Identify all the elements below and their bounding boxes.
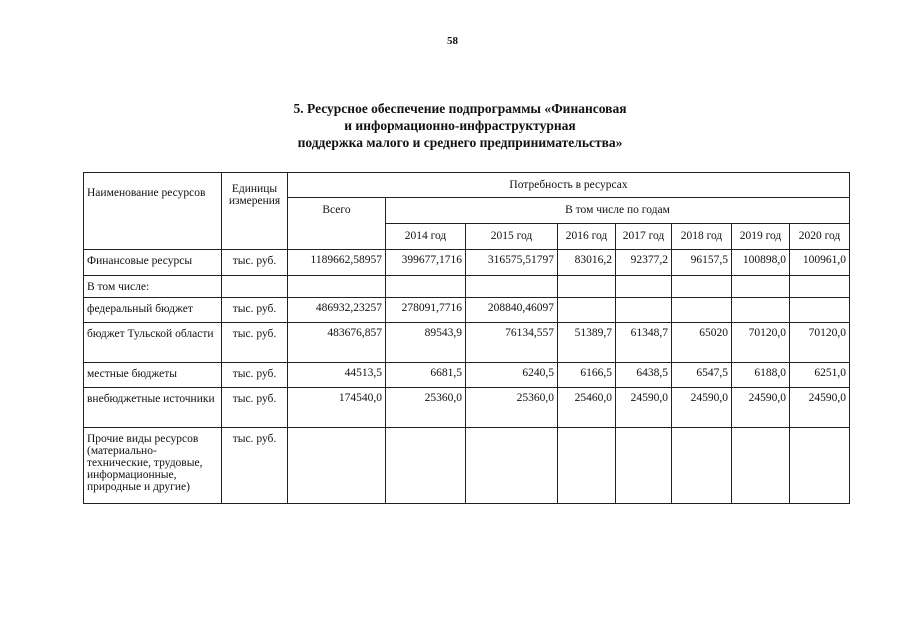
row-unit: тыс. руб. <box>222 388 288 428</box>
header-year: 2016 год <box>558 224 616 250</box>
row-name: федеральный бюджет <box>84 298 222 323</box>
row-name: внебюджетные источники <box>84 388 222 428</box>
cell-value: 24590,0 <box>672 388 732 428</box>
resource-table <box>83 172 850 504</box>
cell-value <box>790 298 850 323</box>
header-by-years: В том числе по годам <box>386 198 850 224</box>
cell-total: 174540,0 <box>288 388 386 428</box>
header-unit: Единицы измерения <box>222 173 288 250</box>
cell-value: 399677,1716 <box>386 250 466 276</box>
cell-value <box>386 276 466 298</box>
cell-value: 208840,46097 <box>466 298 558 323</box>
cell-value: 70120,0 <box>732 323 790 363</box>
cell-total: 486932,23257 <box>288 298 386 323</box>
cell-value: 6251,0 <box>790 363 850 388</box>
cell-total <box>288 428 386 504</box>
cell-value <box>672 276 732 298</box>
row-name: Финансовые ресурсы <box>84 250 222 276</box>
page-number: 58 <box>447 35 458 47</box>
table-row <box>84 428 850 504</box>
cell-total <box>288 276 386 298</box>
cell-total: 44513,5 <box>288 363 386 388</box>
cell-value <box>616 298 672 323</box>
cell-value <box>672 298 732 323</box>
cell-value: 6438,5 <box>616 363 672 388</box>
cell-value: 51389,7 <box>558 323 616 363</box>
cell-value: 6188,0 <box>732 363 790 388</box>
cell-value <box>672 428 732 504</box>
cell-value <box>466 428 558 504</box>
header-resource-name: Наименование ресурсов <box>84 173 222 250</box>
cell-value: 6166,5 <box>558 363 616 388</box>
cell-value <box>616 428 672 504</box>
cell-value: 100961,0 <box>790 250 850 276</box>
header-year: 2019 год <box>732 224 790 250</box>
cell-value: 25360,0 <box>466 388 558 428</box>
table-row <box>84 298 850 323</box>
cell-value <box>732 276 790 298</box>
row-name: В том числе: <box>84 276 222 298</box>
cell-value: 83016,2 <box>558 250 616 276</box>
header-row-1 <box>84 173 850 198</box>
cell-value: 25460,0 <box>558 388 616 428</box>
cell-value: 24590,0 <box>732 388 790 428</box>
cell-value <box>790 276 850 298</box>
table-row <box>84 363 850 388</box>
cell-value: 92377,2 <box>616 250 672 276</box>
cell-value <box>386 428 466 504</box>
cell-value: 6681,5 <box>386 363 466 388</box>
row-unit: тыс. руб. <box>222 363 288 388</box>
cell-value: 24590,0 <box>616 388 672 428</box>
row-name: местные бюджеты <box>84 363 222 388</box>
row-unit: тыс. руб. <box>222 298 288 323</box>
section-title <box>200 100 720 151</box>
cell-value <box>790 428 850 504</box>
header-total: Всего <box>288 198 386 250</box>
cell-value <box>732 428 790 504</box>
title-line-2: и информационно-инфраструктурная <box>344 118 576 133</box>
header-year: 2018 год <box>672 224 732 250</box>
cell-value: 61348,7 <box>616 323 672 363</box>
cell-value: 25360,0 <box>386 388 466 428</box>
cell-value <box>466 276 558 298</box>
row-unit: тыс. руб. <box>222 250 288 276</box>
header-need: Потребность в ресурсах <box>288 173 850 198</box>
row-name: Прочие виды ресурсов (материально-технические, трудовые, информационные, природные и другие) <box>84 428 222 504</box>
cell-value: 96157,5 <box>672 250 732 276</box>
row-unit: тыс. руб. <box>222 323 288 363</box>
cell-value: 76134,557 <box>466 323 558 363</box>
cell-value: 6547,5 <box>672 363 732 388</box>
cell-value: 278091,7716 <box>386 298 466 323</box>
cell-value: 6240,5 <box>466 363 558 388</box>
header-year: 2017 год <box>616 224 672 250</box>
cell-value: 70120,0 <box>790 323 850 363</box>
cell-value: 65020 <box>672 323 732 363</box>
cell-value: 316575,51797 <box>466 250 558 276</box>
table-row <box>84 276 850 298</box>
table-row <box>84 250 850 276</box>
row-name: бюджет Тульской области <box>84 323 222 363</box>
table-row <box>84 388 850 428</box>
row-unit: тыс. руб. <box>222 428 288 504</box>
cell-value <box>558 276 616 298</box>
header-year: 2014 год <box>386 224 466 250</box>
cell-value <box>732 298 790 323</box>
cell-total: 483676,857 <box>288 323 386 363</box>
cell-value <box>616 276 672 298</box>
row-unit <box>222 276 288 298</box>
header-year: 2015 год <box>466 224 558 250</box>
cell-value <box>558 298 616 323</box>
cell-value: 100898,0 <box>732 250 790 276</box>
cell-value: 24590,0 <box>790 388 850 428</box>
cell-total: 1189662,58957 <box>288 250 386 276</box>
title-line-3: поддержка малого и среднего предпринимательства» <box>297 135 623 150</box>
cell-value: 89543,9 <box>386 323 466 363</box>
cell-value <box>558 428 616 504</box>
header-year: 2020 год <box>790 224 850 250</box>
title-line-1: 5. Ресурсное обеспечение подпрограммы «Финансовая <box>293 101 627 116</box>
table-row <box>84 323 850 363</box>
